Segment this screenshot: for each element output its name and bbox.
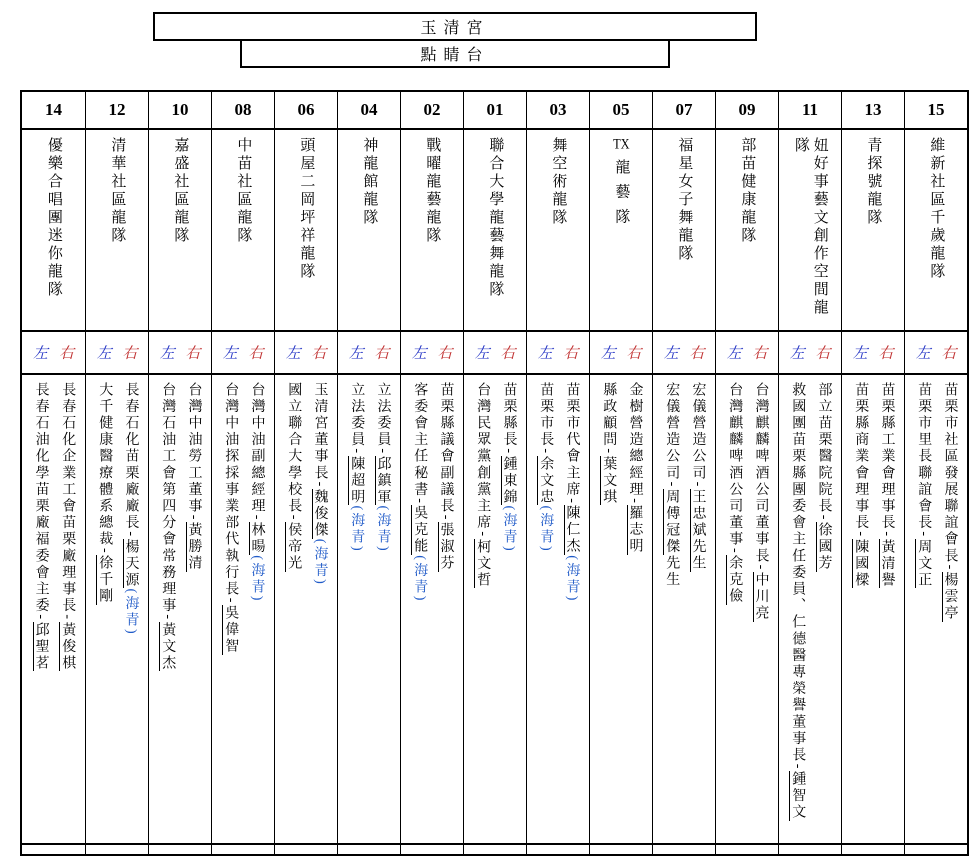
empty-cell — [22, 843, 85, 854]
person-line-left — [599, 382, 616, 505]
haiqing-tag: (海青) — [412, 555, 428, 604]
person-title: 救國團苗栗縣團委會主任委員、仁德醫專榮譽董事長- — [790, 382, 806, 772]
right-label: 右 — [311, 346, 327, 362]
team-name: 中苗社區龍隊 — [235, 137, 252, 245]
position-number: 03 — [549, 100, 567, 119]
left-right-cell — [526, 330, 589, 373]
person-name: 王忠斌先生 — [690, 488, 706, 572]
position-number: 05 — [612, 100, 630, 119]
person-title: 玉清宮董事長- — [312, 382, 328, 489]
right-label: 右 — [941, 346, 957, 362]
team-cell — [589, 128, 652, 330]
position-number: 02 — [423, 100, 441, 119]
left-label: 左 — [600, 346, 616, 362]
left-label: 左 — [726, 346, 742, 362]
empty-cell — [400, 843, 463, 854]
person-title: 苗栗市社區發展聯誼會長- — [942, 382, 958, 572]
person-line-right — [374, 382, 391, 553]
team-name: 優樂合唱團迷你龍隊 — [45, 137, 62, 299]
team-name: 青探號龍隊 — [865, 137, 882, 227]
team-cell — [526, 128, 589, 330]
right-label: 右 — [58, 346, 74, 362]
person-line-left — [473, 382, 490, 588]
team-cell — [904, 128, 967, 330]
right-label: 右 — [374, 346, 390, 362]
person-title: 台灣麒麟啤酒公司董事- — [727, 382, 743, 556]
position-number-cell — [22, 92, 85, 128]
platform-title: 點睛台 — [420, 47, 490, 64]
haiqing-tag: (海青) — [564, 555, 580, 604]
right-label: 右 — [122, 346, 138, 362]
person-title: 台灣中油副總經理- — [249, 382, 265, 523]
team-name: 頭屋二岡坪祥龍隊 — [298, 137, 315, 281]
team-name: 聯合大學龍藝舞龍隊 — [487, 137, 504, 299]
team-cell — [337, 128, 400, 330]
position-number-cell — [211, 92, 274, 128]
person-title: 苗栗市長- — [538, 382, 554, 456]
person-title: 苗栗市代會主席- — [564, 382, 580, 506]
names-cell — [778, 373, 841, 843]
names-cell — [904, 373, 967, 843]
position-number: 11 — [801, 100, 819, 119]
person-name: 余文忠 — [538, 455, 554, 506]
position-number-cell — [778, 92, 841, 128]
empty-cell — [463, 843, 526, 854]
person-title: 立法委員- — [349, 382, 365, 456]
team-cell — [778, 128, 841, 330]
left-label: 左 — [159, 346, 175, 362]
left-right-cell — [652, 330, 715, 373]
right-label: 右 — [626, 346, 642, 362]
team-name: 福星女子舞龍隊 — [676, 137, 693, 263]
position-number: 08 — [234, 100, 252, 119]
person-suffix: 先生 — [664, 555, 680, 589]
person-name: 中川亮 — [753, 571, 769, 622]
person-line-right — [185, 382, 202, 572]
team-cell — [841, 128, 904, 330]
person-name: 周傅冠傑 — [664, 488, 680, 556]
right-label: 右 — [689, 346, 705, 362]
person-title: 苗栗市里長聯誼會長- — [916, 382, 932, 539]
position-number: 13 — [864, 100, 882, 119]
left-label: 左 — [32, 346, 48, 362]
person-title: 苗栗縣商業會理事長- — [853, 382, 869, 539]
person-title: 客委會主任秘書- — [412, 382, 428, 506]
team-cell — [400, 128, 463, 330]
position-number-cell — [463, 92, 526, 128]
person-line-left — [158, 382, 175, 671]
names-cell — [463, 373, 526, 843]
haiqing-tag: (海青) — [349, 505, 365, 554]
left-right-cell — [400, 330, 463, 373]
right-label: 右 — [248, 346, 264, 362]
left-right-cell — [22, 330, 85, 373]
names-cell — [337, 373, 400, 843]
left-right-cell — [85, 330, 148, 373]
position-number: 01 — [486, 100, 504, 119]
person-title: 台灣麒麟啤酒公司董事長- — [753, 382, 769, 572]
person-title: 長春石油化學苗栗廠福委會主委- — [33, 382, 49, 622]
names-cell — [526, 373, 589, 843]
right-label: 右 — [752, 346, 768, 362]
position-number-cell — [904, 92, 967, 128]
left-right-cell — [463, 330, 526, 373]
person-line-right — [122, 382, 139, 636]
team-name: 舞空術龍隊 — [550, 137, 567, 227]
team-cell — [148, 128, 211, 330]
right-label: 右 — [185, 346, 201, 362]
empty-cell — [526, 843, 589, 854]
person-line-right — [941, 382, 958, 622]
person-title: 國立聯合大學校長- — [286, 382, 302, 523]
event-title: 玉清宮 — [420, 20, 490, 37]
position-number: 12 — [108, 100, 126, 119]
position-number-cell — [337, 92, 400, 128]
left-label: 左 — [537, 346, 553, 362]
names-cell — [715, 373, 778, 843]
person-title: 苗栗縣工業會理事長- — [879, 382, 895, 539]
person-line-right — [500, 382, 517, 553]
person-name: 陳國樑 — [853, 538, 869, 589]
empty-cell — [148, 843, 211, 854]
left-label: 左 — [915, 346, 931, 362]
person-title: 大千健康醫療體系總裁- — [97, 382, 113, 556]
right-label: 右 — [500, 346, 516, 362]
left-label: 左 — [852, 346, 868, 362]
empty-cell — [211, 843, 274, 854]
position-number-cell — [589, 92, 652, 128]
haiqing-tag: (海青) — [375, 505, 391, 554]
team-name: 妞好事藝文創作空間龍隊 — [793, 137, 828, 317]
right-label: 右 — [878, 346, 894, 362]
person-title: 金樹營造總經理- — [627, 382, 643, 506]
person-name: 葉文琪 — [601, 455, 617, 506]
person-line-left — [536, 382, 553, 553]
right-label: 右 — [437, 346, 453, 362]
person-line-left — [662, 382, 679, 588]
names-cell — [652, 373, 715, 843]
person-title: 台灣民眾黨創黨主席- — [475, 382, 491, 539]
left-label: 左 — [348, 346, 364, 362]
person-title: 宏儀營造公司- — [664, 382, 680, 489]
person-title: 部立苗栗醫院院長- — [816, 382, 832, 523]
person-line-right — [689, 382, 706, 572]
person-title: 苗栗縣長- — [501, 382, 517, 456]
person-line-right — [437, 382, 454, 572]
person-line-left — [914, 382, 931, 588]
person-name: 鍾智文 — [790, 771, 806, 821]
person-name: 吳克能 — [412, 505, 428, 556]
person-name: 楊雲亭 — [942, 571, 958, 622]
left-label: 左 — [96, 346, 112, 362]
person-title: 縣政顧問- — [601, 382, 617, 456]
person-line-right — [626, 382, 643, 555]
haiqing-tag: (海青) — [538, 505, 554, 554]
person-line-left — [95, 382, 112, 605]
haiqing-tag: (海青) — [123, 588, 139, 637]
person-name: 楊天源 — [123, 538, 139, 589]
position-number: 15 — [927, 100, 945, 119]
empty-cell — [715, 843, 778, 854]
left-right-cell — [778, 330, 841, 373]
names-cell — [148, 373, 211, 843]
person-line-left — [851, 382, 868, 588]
position-number: 14 — [45, 100, 62, 119]
empty-cell — [85, 843, 148, 854]
person-line-right — [815, 382, 832, 572]
latin-run: TX — [613, 137, 630, 152]
position-number: 09 — [738, 100, 756, 119]
person-name: 徐國芳 — [816, 522, 832, 572]
person-line-left — [32, 382, 49, 671]
person-line-right — [58, 382, 75, 671]
team-name: 嘉盛社區龍隊 — [172, 137, 189, 245]
left-right-cell — [274, 330, 337, 373]
left-label: 左 — [222, 346, 238, 362]
person-name: 鍾東錦 — [501, 455, 517, 506]
person-name: 黃勝清 — [186, 522, 202, 572]
team-cell — [211, 128, 274, 330]
lineup-table — [20, 90, 969, 856]
team-name: 戰曜龍藝龍隊 — [424, 137, 441, 245]
names-cell — [841, 373, 904, 843]
person-line-left — [284, 382, 301, 572]
right-label: 右 — [563, 346, 579, 362]
person-title: 宏儀營造公司- — [690, 382, 706, 489]
person-line-right — [248, 382, 265, 603]
person-name: 黃文杰 — [160, 621, 176, 672]
team-cell — [652, 128, 715, 330]
position-number-cell — [715, 92, 778, 128]
person-name: 邱聖茗 — [33, 621, 49, 672]
person-title: 台灣石油工會第四分會常務理事- — [160, 382, 176, 622]
person-name: 柯文哲 — [475, 538, 491, 589]
position-number-cell — [526, 92, 589, 128]
empty-cell — [778, 843, 841, 854]
team-cell — [22, 128, 85, 330]
person-line-left — [788, 382, 805, 821]
person-title: 長春石化企業工會苗栗廠理事長- — [60, 382, 76, 622]
left-right-cell — [589, 330, 652, 373]
names-cell — [400, 373, 463, 843]
left-label: 左 — [285, 346, 301, 362]
team-cell — [85, 128, 148, 330]
right-label: 右 — [815, 346, 831, 362]
person-name: 陳仁杰 — [564, 505, 580, 556]
position-number-cell — [148, 92, 211, 128]
position-number-cell — [85, 92, 148, 128]
person-name: 黃清譽 — [879, 538, 895, 589]
position-number-cell — [400, 92, 463, 128]
empty-cell — [589, 843, 652, 854]
left-right-cell — [841, 330, 904, 373]
person-line-right — [563, 382, 580, 603]
team-name: 維新社區千歲龍隊 — [928, 137, 945, 281]
haiqing-tag: (海青) — [312, 538, 328, 587]
person-title: 長春石化苗栗廠廠長- — [123, 382, 139, 539]
person-line-left — [410, 382, 427, 603]
position-number: 07 — [675, 100, 693, 119]
person-name: 林暘 — [249, 522, 265, 556]
event-title-box — [153, 12, 757, 41]
names-cell — [22, 373, 85, 843]
person-name: 魏俊傑 — [312, 488, 328, 539]
person-line-left — [347, 382, 364, 553]
empty-cell — [652, 843, 715, 854]
person-title: 立法委員- — [375, 382, 391, 456]
position-number: 06 — [297, 100, 315, 119]
person-name: 侯帝光 — [286, 522, 302, 572]
left-right-cell — [904, 330, 967, 373]
left-right-cell — [715, 330, 778, 373]
empty-cell — [841, 843, 904, 854]
person-name: 徐千剛 — [97, 555, 113, 606]
person-title: 台灣中油勞工董事- — [186, 382, 202, 523]
haiqing-tag: (海青) — [249, 555, 265, 603]
person-line-right — [311, 382, 328, 586]
person-name: 邱鎮軍 — [375, 455, 391, 506]
names-cell — [85, 373, 148, 843]
person-name: 黃俊棋 — [60, 621, 76, 672]
person-title: 台灣中油探採事業部代執行長- — [223, 382, 239, 606]
team-cell — [715, 128, 778, 330]
team-cell — [274, 128, 337, 330]
left-label: 左 — [474, 346, 490, 362]
left-right-cell — [148, 330, 211, 373]
empty-cell — [337, 843, 400, 854]
platform-title-box — [240, 39, 670, 68]
team-cell — [463, 128, 526, 330]
person-line-left — [221, 382, 238, 655]
left-right-cell — [211, 330, 274, 373]
team-name: 部苗健康龍隊 — [739, 137, 756, 245]
person-name: 陳超明 — [349, 455, 365, 506]
person-name: 吳偉智 — [223, 605, 239, 655]
empty-cell — [274, 843, 337, 854]
person-name: 周文正 — [916, 538, 932, 589]
team-name: 清華社區龍隊 — [109, 137, 126, 245]
person-line-left — [725, 382, 742, 605]
position-number: 04 — [360, 100, 378, 119]
names-cell — [211, 373, 274, 843]
person-name: 張淑芬 — [438, 522, 454, 572]
left-label: 左 — [789, 346, 805, 362]
person-name: 羅志明 — [627, 505, 643, 556]
position-number-cell — [841, 92, 904, 128]
left-label: 左 — [411, 346, 427, 362]
left-label: 左 — [663, 346, 679, 362]
names-cell — [589, 373, 652, 843]
empty-cell — [904, 843, 967, 854]
left-right-cell — [337, 330, 400, 373]
person-line-right — [878, 382, 895, 588]
person-title: 苗栗縣議會副議長- — [438, 382, 454, 523]
team-name: 神龍館龍隊 — [361, 137, 378, 227]
position-number-cell — [652, 92, 715, 128]
person-name: 余克儉 — [727, 555, 743, 606]
haiqing-tag: (海青) — [501, 505, 517, 554]
team-name: TX 龍 藝 隊 — [613, 137, 630, 227]
position-number-cell — [274, 92, 337, 128]
names-cell — [274, 373, 337, 843]
person-line-right — [752, 382, 769, 622]
position-number: 10 — [171, 100, 189, 119]
